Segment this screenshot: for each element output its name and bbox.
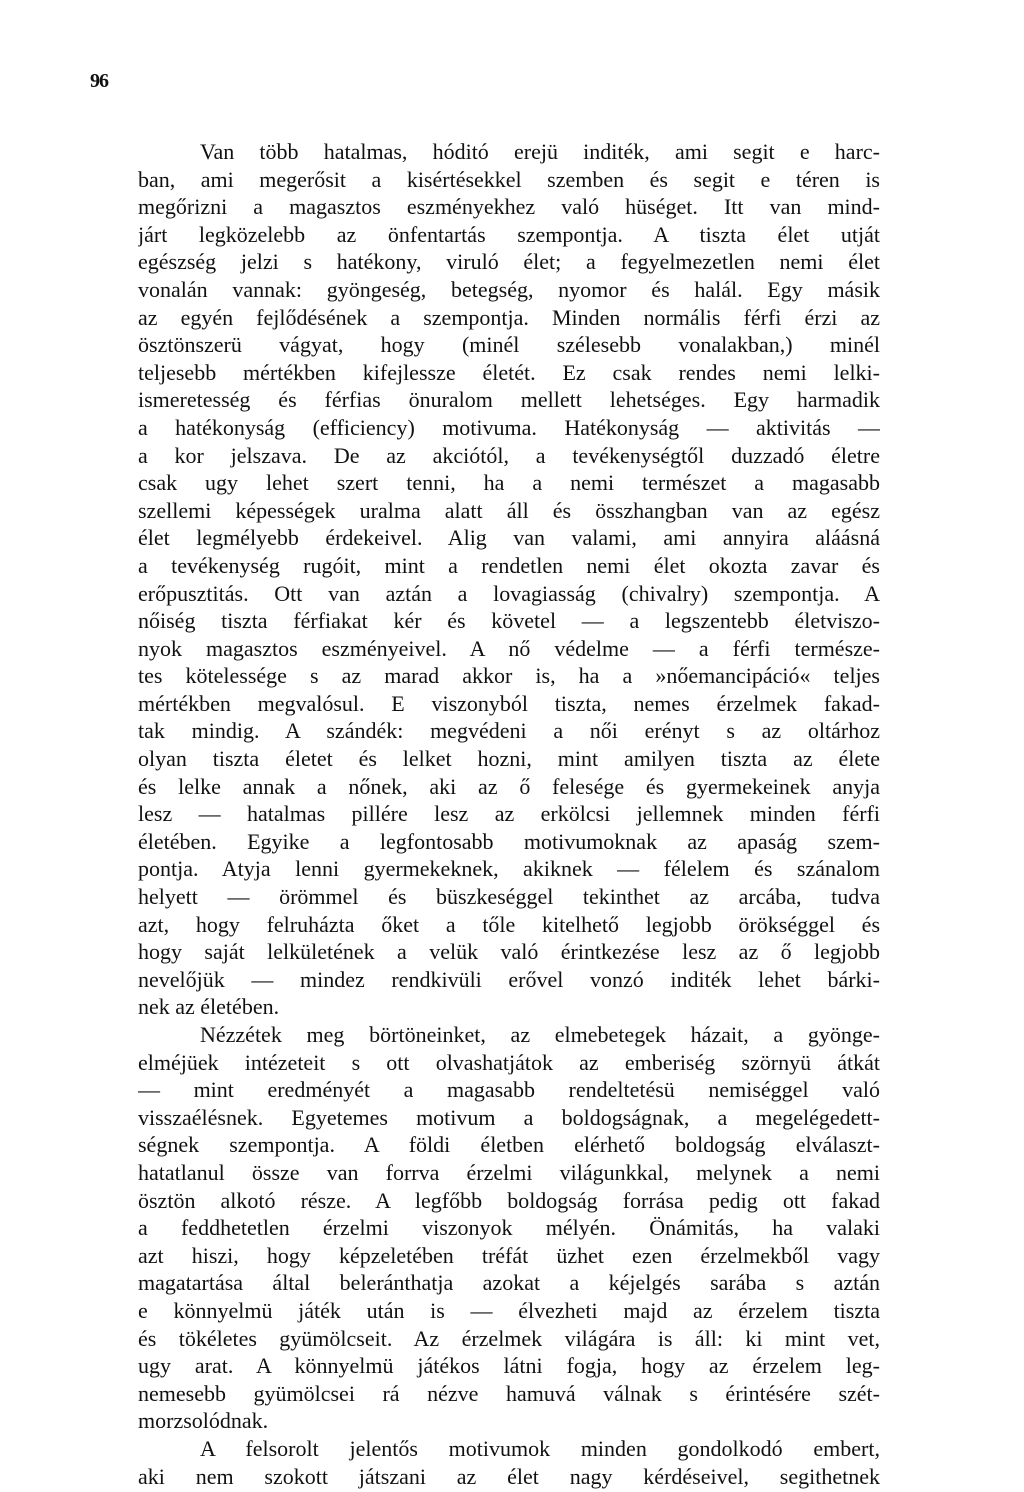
text-line: Nézzétek meg börtöneinket, az elmebetegek házait, a gyönge-	[200, 1022, 880, 1047]
text-line: A felsorolt jelentős motivumok minden gondolkodó embert,	[200, 1435, 880, 1461]
text-line: nyok magasztos eszményeivel. A nő védelme — a férfi természe-	[138, 635, 880, 661]
text-line: ban, ami megerősit a kisértésekkel szemben és segit e téren is	[138, 166, 880, 192]
text-line: teljesebb mértékben kifejlessze életét. Ez csak rendes nemi lelki-	[138, 359, 880, 385]
text-line: e könnyelmü játék után is — élvezheti majd az érzelem tiszta	[138, 1297, 880, 1323]
text-line: pontja. Atyja lenni gyermekeknek, akiknek — félelem és szánalom	[138, 856, 880, 882]
text-line: a hatékonyság (efficiency) motivuma. Hatékonyság — aktivitás —	[138, 414, 880, 440]
text-line: az egyén fejlődésének a szempontja. Minden normális férfi érzi az	[138, 304, 880, 330]
text-line: tes kötelessége s az marad akkor is, ha a »nőemancipáció« teljes	[138, 663, 880, 689]
text-line: tak mindig. A szándék: megvédeni a női erényt s az oltárhoz	[138, 718, 880, 744]
text-line: a kor jelszava. De az akciótól, a tevékenységtől duzzadó életre	[138, 442, 880, 468]
text-line: egészség jelzi s hatékony, viruló élet; a fegyelmezetlen nemi élet	[138, 249, 880, 275]
text-line: aki nem szokott játszani az élet nagy kérdéseivel, segithetnek	[138, 1463, 880, 1489]
text-line: helyett — örömmel és büszkeséggel tekinthet az arcába, tudva	[138, 884, 880, 910]
text-line: ismeretesség és férfias önuralom mellett lehetséges. Egy harmadik	[138, 387, 880, 413]
text-line: magatartása által beleránthatja azokat a kéjelgés sarába s aztán	[138, 1270, 880, 1296]
text-line: nőiség tiszta férfiakat kér és követel — a legszentebb életviszo-	[138, 608, 880, 634]
text-line: járt legközelebb az önfentartás szempontja. A tiszta élet utját	[138, 221, 880, 247]
text-line: csak ugy lehet szert tenni, ha a nemi természet a magasabb	[138, 470, 880, 496]
text-line: azt, hogy felruházta őket a tőle kitelhető legjobb örökséggel és	[138, 911, 880, 937]
text-line: mértékben megvalósul. E viszonyból tiszta, nemes érzelmek fakad-	[138, 690, 880, 716]
text-line: lesz — hatalmas pillére lesz az erkölcsi jellemnek minden férfi	[138, 801, 880, 827]
text-line: visszaélésnek. Egyetemes motivum a boldogságnak, a megelégedett-	[138, 1104, 880, 1130]
text-line: Van több hatalmas, hóditó erejü inditék, ami segit e harc-	[200, 139, 880, 164]
text-line: — mint eredményét a magasabb rendeltetésü nemiséggel való	[138, 1077, 880, 1103]
text-line: és tökéletes gyümölcseit. Az érzelmek világára is áll: ki mint vet,	[138, 1325, 880, 1351]
text-line: ösztön alkotó része. A legfőbb boldogság forrása pedig ott fakad	[138, 1187, 880, 1213]
text-line: szellemi képességek uralma alatt áll és összhangban van az egész	[138, 497, 880, 523]
body-text	[138, 138, 880, 1490]
text-line: azt hiszi, hogy képzeletében tréfát üzhet ezen érzelmekből vagy	[138, 1242, 880, 1268]
text-line: olyan tiszta életet és lelket hozni, mint amilyen tiszta az élete	[138, 746, 880, 772]
text-line: a feddhetetlen érzelmi viszonyok mélyén. Önámitás, ha valaki	[138, 1215, 880, 1241]
text-line: hatatlanul össze van forrva érzelmi világunkkal, melynek a nemi	[138, 1159, 880, 1185]
text-line: életében. Egyike a legfontosabb motivumoknak az apaság szem-	[138, 828, 880, 854]
text-line: nevelőjük — mindez rendkivüli erővel vonzó inditék lehet bárki-	[138, 966, 880, 992]
text-line: vonalán vannak: gyöngeség, betegség, nyomor és halál. Egy másik	[138, 276, 880, 302]
text-line: erőpusztitás. Ott van aztán a lovagiasság (chivalry) szempontja. A	[138, 580, 880, 606]
text-line: ösztönszerü vágyat, hogy (minél szélesebb vonalakban,) minél	[138, 332, 880, 358]
text-line: nemesebb gyümölcsei rá nézve hamuvá válnak s érintésére szét-	[138, 1380, 880, 1406]
text-line: morzsolódnak.	[138, 1408, 269, 1434]
text-line: és lelke annak a nőnek, aki az ő felesége és gyermekeinek anyja	[138, 773, 880, 799]
text-line: hogy saját lelkületének a velük való érintkezése lesz az ő legjobb	[138, 939, 880, 965]
text-line: élet legmélyebb érdekeivel. Alig van valami, ami annyira aláásná	[138, 525, 880, 551]
page-number: 96	[90, 70, 108, 92]
text-line: ugy arat. A könnyelmü játékos látni fogja, hogy az érzelem leg-	[138, 1353, 880, 1379]
text-line: megőrizni a magasztos eszményekhez való hüséget. Itt van mind-	[138, 194, 880, 220]
text-line: nek az életében.	[138, 994, 280, 1020]
text-line: ségnek szempontja. A földi életben elérhető boldogság elválaszt-	[138, 1132, 880, 1158]
text-line: a tevékenység rugóit, mint a rendetlen nemi élet okozta zavar és	[138, 552, 880, 578]
text-line: elméjüek intézeteit s ott olvashatjátok az emberiség szörnyü átkát	[138, 1049, 880, 1075]
